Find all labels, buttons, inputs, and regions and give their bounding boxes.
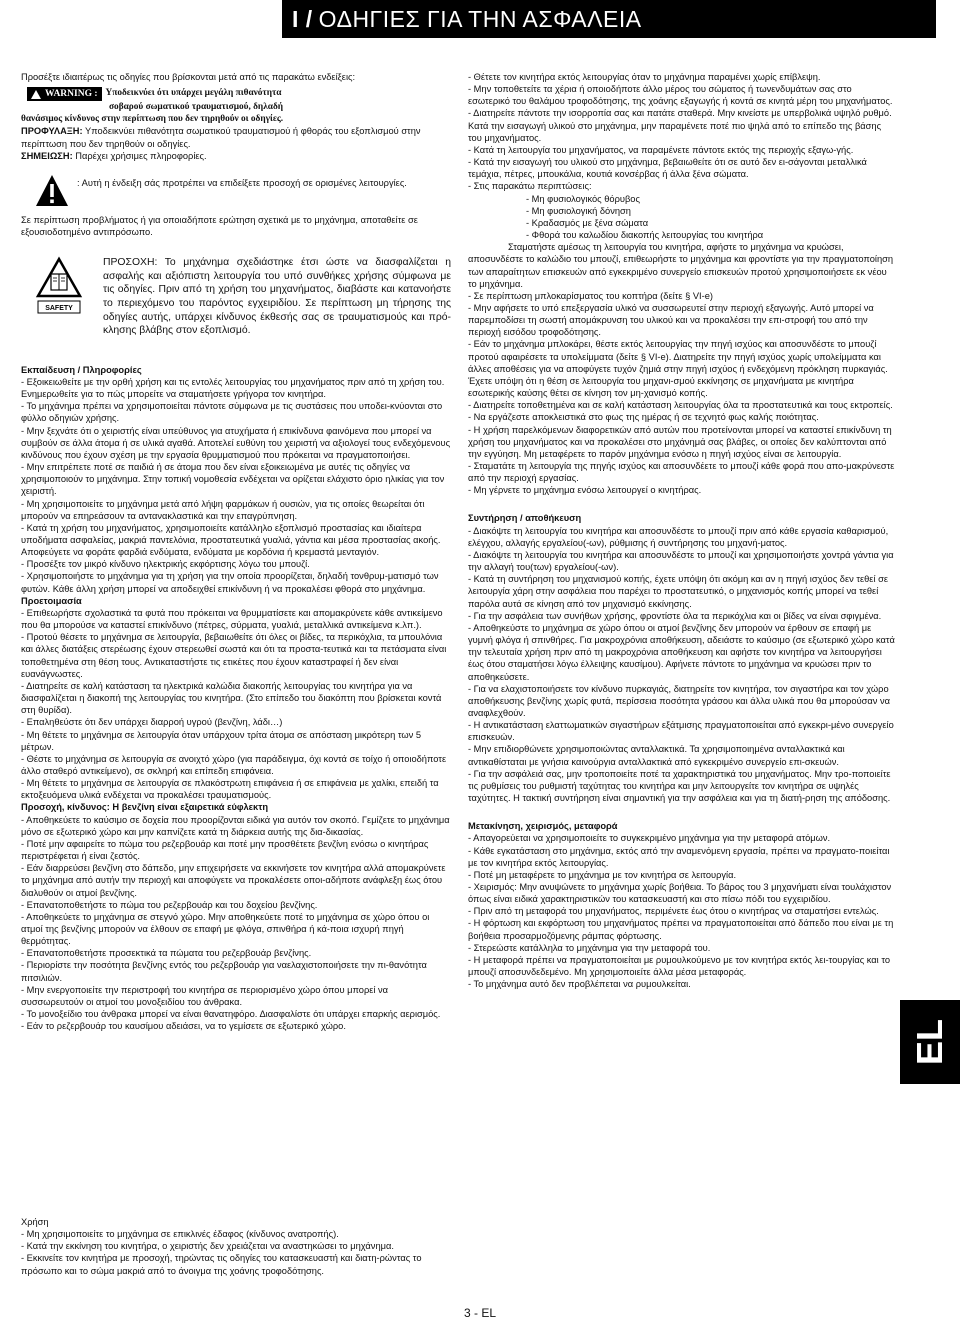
- operation-item: - Μη γέρνετε το μηχάνημα ενόσω λειτουργεί ο κινητήρας.: [468, 485, 702, 496]
- transport-list: [468, 832, 896, 990]
- operation-item: - Κατά τη λειτουργία του μηχανήματος, να παραμένετε πάντοτε εκτός της περιοχής εξαγω-γής.: [468, 144, 854, 155]
- training-item: - Προσέξτε τον μικρό κίνδυνο ηλεκτρικής εκφόρτισης λόγω του μπουζί.: [21, 559, 310, 570]
- operation-item: - Σε περίπτωση μπλοκαρίσματος του κοπτήρα (δείτε § VI-e): [468, 290, 713, 301]
- warning-triangle-icon: [31, 90, 41, 99]
- transport-item: - Απαγορεύεται να χρησιμοποιείτε το συγκεκριμένο μηχάνημα για την μεταφορά ατόμων.: [468, 833, 831, 844]
- operation-item: - Μην αφήσετε το υπό επεξεργασία υλικό να συσσωρευτεί στην περιοχή εξαγωγής. Αυτό μπορεί να παρεμποδίσει τη σωστή απομάκρυνση του υλικού και να προκαλέσει την επι-στροφή του από την περιοχή εισόδου τροφοδότησης.: [468, 302, 874, 338]
- page-header: [282, 0, 936, 38]
- training-item: - Το μηχάνημα πρέπει να χρησιμοποιείται πάντοτε σύμφωνα με τις συστάσεις που υποδει-κνύονται στο φύλλο οδηγιών χρήσης.: [21, 401, 443, 424]
- warning-line-2: σοβαρού σωματικού τραυματισμού, δηλαδή: [109, 102, 284, 113]
- operation-item: - Να εργάζεστε αποκλειστικά στο φως της ημέρας ή σε τεχνητό φως καλής ποιότητας.: [468, 412, 819, 423]
- prep-item: - Επαληθεύστε ότι δεν υπάρχει διαρροή υγρού (βενζίνη, λάδι…): [21, 717, 283, 728]
- transport-item: - Κάθε εγκατάσταση στο μηχάνημα, εκτός από την αναμενόμενη εργασία, πρέπει να πραγματο-ποιείται με τον κινητήρα εκτός λειτουργίας.: [468, 845, 890, 868]
- maintenance-item: - Διακόψτε τη λειτουργία του κινητήρα και αποσυνδέστε το μπουζί πριν από κάθε εργασία καθαρισμού, ελέγχου, αλλαγής εργαλείου(-ων), ρύθμισης ή συντήρησης του μηχανή-ματος.: [468, 525, 889, 548]
- fuel-item: - Αποθηκεύετε το μηχάνημα σε στεγνό χώρο. Μην αποθηκεύετε ποτέ το μηχάνημα σε χώρο όπου οι ατμοί της βενζίνης μπορούν να έλθουν σε επαφή με φλόγα, σπινθήρα ή κά-ποια ισχυρή πηγή θερμότητας.: [21, 911, 430, 947]
- right-column: [468, 71, 896, 990]
- operation-item: - Η χρήση παρελκόμενων διαφορετικών από αυτών που προτείνονται μπορεί να καταστεί επικίνδυνη τη χρήση του μηχανήματος και να προκαλέσει στο μηχάνημά σας βλάβες, οι οποίες δεν καλύπτονται από την εγγύηση. Μη μεταφέρετε το παρόν μηχάνημα ενόσω η πηγή ισχύος είναι σε λειτουργία.: [468, 424, 892, 459]
- fuel-list: [21, 814, 451, 1033]
- use-section: [21, 1216, 451, 1277]
- transport-title: Μετακίνηση, χειρισμός, μεταφορά: [468, 821, 618, 832]
- fuel-item: - Επανατοποθετήστε το πώμα του ρεζερβουάρ και του δοχείου βενζίνης.: [21, 899, 318, 910]
- operation-item: - Στις παρακάτω περιπτώσεις:: [468, 181, 592, 192]
- maintenance-item: - Για την ασφάλεια των συνήθων χρήσης, φροντίστε όλα τα περικόχλια και οι βίδες να είναι σφιγμένα.: [468, 610, 882, 621]
- safety-label: SAFETY: [45, 305, 73, 313]
- note-definition: [21, 150, 451, 162]
- training-item: - Εξοικειωθείτε με την ορθή χρήση και τις εντολές λειτουργίας του μηχανήματος πριν από τη χρήση του. Ενημερωθείτε για το πώς μπορείτε να σταματήσετε γρήγορα τον κινητήρα.: [21, 376, 445, 400]
- fuel-item: - Το μονοξείδιο του άνθρακα μπορεί να είναι θανατηφόρο. Διασφαλίστε ότι υπάρχει επαρκής αερισμός.: [21, 1009, 441, 1020]
- training-item: - Χρησιμοποιήστε το μηχάνημα για τη χρήση για την οποία προορίζεται, δηλαδή τονθρυμ-ματισμό των φυτών. Κάθε άλλη χρήση μπορεί να αποδειχθεί επικίνδυνη ή να προκαλέσει φθορά στο μηχάνημα.: [21, 571, 439, 594]
- prep-item: - Μη θέτετε το μηχάνημα σε λειτουργία όταν υπάρχουν τρίτα άτομα σε απόσταση μικρότερη των 5 μέτρων.: [21, 729, 422, 752]
- warning-line-1: Υποδεικνύει ότι υπάρχει μεγάλη πιθανότητα: [105, 88, 282, 99]
- maintenance-item: - Κατά τη συντήρηση του μηχανισμού κοπής, έχετε υπόψη ότι ακόμη και αν η πηγή ισχύος δεν τεθεί σε λειτουργία χάρη στην ασφάλεια που παρέχει το προστατευτικό, ο μηχανισμός κοπής μπορεί να τεθεί παρόλα αυτά σε κίνηση από τον μηχανισμό εκκίνησης.: [468, 574, 888, 609]
- language-tab-label: EL: [908, 1018, 950, 1066]
- prep-list: [21, 607, 451, 802]
- stop-text: Σταματήστε αμέσως τη λειτουργία του κινητήρα, αφήστε το μηχάνημα να κρυώσει, αποσυνδέστε το καλώδιο του μπουζί, επιθεωρήστε το μηχάνημα και φροντίστε για την πραγματοποίηση των απαραίτητων επισκευών από εγκεκριμένο συνεργείο επισκευών προτού χρησιμοποιήσετε εκ νέου το μηχάνημα.: [468, 242, 894, 289]
- fuel-item: - Εάν το ρεζερβουάρ του καυσίμου αδειάσει, να το γεμίσετε σε εξωτερικό χώρο.: [21, 1021, 346, 1032]
- maintenance-item: - Για να ελαχιστοποιήσετε τον κίνδυνο πυρκαγιάς, διατηρείτε τον κινητήρα, τον σιγαστήρα και τον χώρο αποθήκευσης βενζίνης χωρίς φυτά, περίσσεια ποσότητα γράσου και άλλα υλικά που θα μπορούσαν να αναφλεχθούν.: [468, 683, 891, 718]
- operation-list: [468, 71, 896, 193]
- fuel-item: - Αποθηκεύετε το καύσιμο σε δοχεία που προορίζονται ειδικά για αυτόν τον σκοπό. Γεμίζετε το μηχάνημα μόνο σε εξωτερικό χώρο και μην καπνίζετε κατά τη διάρκεια αυτής της δια-δικασίας.: [21, 814, 450, 837]
- safety-block: [21, 256, 451, 338]
- warning-badge-label: WARNING :: [45, 89, 98, 100]
- fuel-item: - Περιορίστε την ποσότητα βενζίνης εντός του ρεζερβουάρ για ναελαχιστοποιήσετε την πι-θανότητα πιτσιλιών.: [21, 960, 427, 983]
- transport-item: - Η μεταφορά πρέπει να πραγματοποιείται με ρυμουλκούμενο με τον κινητήρα εκτός λει-τουργίας και το μπουζί αποσυνδεδεμένο. Μη χρησιμοποιείτε άλλα μέσα μεταφοράς.: [468, 954, 891, 978]
- alert-definition: [21, 174, 451, 208]
- use-item: - Κατά την εκκίνηση του κινητήρα, ο χειριστής δεν χρειάζεται να αναστηκώσει το μηχάνημα.: [21, 1241, 394, 1252]
- transport-item: - Πριν από τη μεταφορά του μηχανήματος, περιμένετε έως ότου ο κινητήρας να σταματήσει εντελώς.: [468, 906, 879, 917]
- prep-item: - Διατηρείτε σε καλή κατάσταση τα ηλεκτρικά καλώδια διακοπής λειτουργίας του κινητήρα για να διασφαλίζεται η διακοπή της λειτουργίας του κινητήρα. (Στο επίπεδο του διακόπτη που βρίσκεται κοντά στη θυρίδα).: [21, 680, 442, 716]
- use-title: Χρήση: [21, 1217, 49, 1227]
- operation-item: - Μην τοποθετείτε τα χέρια ή οποιοδήποτε άλλο μέρος του σώματος ή τωνενδυμάτων σας στο εσωτερικό του θαλάμου τροφοδότησης, της χοάνης εξαγωγής ή κοντά σε κινητά μέρη του μηχανήματος.: [468, 84, 893, 107]
- use-item: - Εκκινείτε τον κινητήρα με προσοχή, τηρώντας τις οδηγίες του κατασκευαστή και διατη-ρώντας το πρόσωπο και το σώμα μακριά από το άνοιγμα της χοάνης τροφοδότησης.: [21, 1253, 422, 1276]
- fuel-item: - Εάν διαρρεύσει βενζίνη στο δάπεδο, μην επιχειρήσετε να εκκινήσετε τον κινητήρα αλλά απομακρύνετε το μηχάνημα από αυτήν την περιοχή και αποφύγετε να προκαλέσετε οποι-αδήποτε ανάφλεξη έως ότου διαλυθούν οι ατμοί βενζίνης.: [21, 863, 446, 898]
- cases-list: [468, 193, 896, 242]
- prep-item: - Επιθεωρήστε σχολαστικά τα φυτά που πρόκειται να θρυμματίσετε και απομακρύνετε κάθε αντικείμενο που θα μπορούσε να καταστεί επικίνδυνο (πέτρες, σύρματα, γυαλιά, μεταλλικά αντικείμενα κ.λπ.).: [21, 607, 443, 631]
- page-number: 3 - EL: [463, 1306, 496, 1320]
- case-item: - Μη φυσιολογικός θόρυβος: [526, 193, 640, 204]
- transport-item: - Ποτέ μη μεταφέρετε το μηχάνημα με τον κινητήρα σε λειτουργία.: [468, 869, 737, 880]
- transport-item: - Χειρισμός: Μην ανυψώνετε το μηχάνημα χωρίς βοήθεια. Το βάρος του 3 μηχανήματι είναι τουλάχιστον όπως είναι ειδικά χαρακτηριστικών του κατασκευαστή και στο πίσω πόδι του εγχειριδίου.: [468, 882, 892, 905]
- note-label: ΣΗΜΕΙΩΣΗ:: [21, 150, 73, 161]
- prep-item: - Προτού θέσετε το μηχάνημα σε λειτουργία, βεβαιωθείτε ότι όλες οι βίδες, τα περικόχλια, τα μπουλόνια και άλλες διατάξεις στερέωσης έχουν στερεωθεί σωστά και ότι τα προστα-τευτικά και τα πετάσματα είναι τοποθετημένα στη θέση τους. Αντικαταστήστε τις ετικέτες που έχουν καταστραφεί ή δεν είναι ευανάγνωστες.: [21, 632, 447, 679]
- caution-label: ΠΡΟΦΥΛΑΞΗ:: [21, 126, 83, 137]
- use-item: - Μη χρησιμοποιείτε το μηχάνημα σε επικλινές έδαφος (κίνδυνος ανατροπής).: [21, 1229, 339, 1240]
- problem-text: Σε περίπτωση προβλήματος ή για οποιαδήποτε ερώτηση σχετικά με το μηχάνημα, αποταθείτε σε εξουσιοδοτημένο αντιπρόσωπο.: [21, 214, 418, 238]
- caution-text: Υποδεικνύει πιθανότητα σωματικού τραυματισμού ή φθοράς του εξοπλισμού στην περίπτωση που δεν τηρηθούν οι οδηγίες.: [21, 126, 421, 149]
- warning-definition: [21, 87, 451, 101]
- transport-item: - Το μηχάνημα αυτό δεν προβλέπεται να ρυμουλκείται.: [468, 979, 691, 990]
- training-item: - Μην επιτρέπετε ποτέ σε παιδιά ή σε άτομα που δεν είναι εξοικειωμένα με αυτές τις οδηγίες να χρησιμοποιούν το μηχάνημα. Στην τοπική νομοθεσία ενδέχεται να ορίζεται ελάχιστο όριο ηλικίας για τον χειριστή.: [21, 462, 445, 497]
- case-item: - Κραδασμός με ξένα σώματα: [526, 217, 649, 228]
- caution-definition: [21, 125, 451, 149]
- fuel-title: Προσοχή, κίνδυνος: Η βενζίνη είναι εξαιρετικά εύφλεκτη: [21, 802, 269, 813]
- alert-text: : Αυτή η ένδειξη σάς προτρέπει να επιδείξετε προσοχή σε ορισμένες λειτουργίες.: [77, 177, 407, 188]
- training-item: - Μην ξεχνάτε ότι ο χειριστής είναι υπεύθυνος για ατυχήματα ή επικίνδυνα φαινόμενα που μπορεί να συμβούν σε άλλα άτομα ή σε υλικά αγαθά. Αποτελεί ευθύνη του χειριστή να αξιολογεί τους ενδεχόμενους κινδύνους που έχουν σχέση με την εργασία θρυμματισμού που πρόκειται να πραγματοποιήσει.: [21, 425, 451, 460]
- maintenance-item: - Αποθηκεύστε το μηχάνημα σε χώρο όπου οι ατμοί βενζίνης δεν μπορούν να έρθουν σε επαφή με γυμνή φλόγα ή σπινθήρες. Για μακροχρόνια αποθήκευση, αδειάστε το καύσιμο (σε εξωτερικό χώρο κατά την τελευταία χρήση πριν από τη μακροχρόνια αποθήκευση και αφήστε τον κινητήρα να λειτουργήσει έως ότου σταματήσει λόγω έλλειψης καυσίμου). Αφήνετε πάντοτε το μηχάνημα να κρυώσει πριν το αποθηκεύσετε.: [468, 622, 895, 682]
- intro-text: Προσέξτε ιδιαιτέρως τις οδηγίες που βρίσκονται μετά από τις παρακάτω ενδείξεις:: [21, 72, 356, 82]
- operation-item: - Θέτετε τον κινητήρα εκτός λειτουργίας όταν το μηχάνημα παραμένει χωρίς επίβλεψη.: [468, 72, 821, 82]
- safety-text: ΠΡΟΣΟΧΗ: Το μηχάνημα σχεδιάστηκε έτσι ώστε να διασφαλίζεται η ασφαλής και αξιόπιστη λειτουργία του υπό συνθήκες χρήσης σύμφωνα με τις οδηγίες. Πριν από τη χρήση του μηχανήματος, διαβάστε και κατανοήστε το περιεχόμενο του παρόντος εγχειριδίου. Σε περίπτωση μη τήρησης της οδηγίες αυτής, υπάρχει κίνδυνος έκθεσής σας σε τραυματισμούς και πρό-κλησης βλάβης στον εξοπλισμό.: [103, 257, 451, 337]
- operation-item: - Διατηρείτε πάντοτε την ισορροπία σας και πατάτε σταθερά. Μην κινείστε με υπερβολικά υψηλό ρυθμό. Κατά την εισαγωγή υλικού στο μηχάνημα, μην παραμένετε ποτέ πιο ψηλά από το επίπεδο της βάσης του μηχανήματος.: [468, 108, 892, 143]
- prep-item: - Θέστε το μηχάνημα σε λειτουργία σε ανοιχτό χώρο (για παράδειγμα, όχι κοντά σε τοίχο ή οποιοδήποτε άλλο σταθερό αντικείμενο), σε σκληρή και επίπεδη επιφάνεια.: [21, 753, 447, 776]
- page-title: ΟΔΗΓΙΕΣ ΓΙΑ ΤΗΝ ΑΣΦΑΛΕΙΑ: [318, 5, 642, 32]
- safety-read-manual-icon: [35, 256, 83, 316]
- transport-item: - Στερεώστε κατάλληλα το μηχάνημα για την μεταφορά του.: [468, 942, 711, 953]
- case-item: - Μη φυσιολογική δόνηση: [526, 205, 631, 216]
- operation-item: - Κατά την εισαγωγή του υλικού στο μηχάνημα, βεβαιωθείτε ότι σε αυτό δεν ει-σάγονται μεταλλικά τεμάχια, πέτρες, μπουκάλια, κουτιά κονσέρβας ή άλλα ξένα σώματα.: [468, 157, 867, 180]
- left-column: [21, 71, 451, 1032]
- maintenance-item: - Για την ασφάλειά σας, μην τροποποιείτε ποτέ τα χαρακτηριστικά του μηχανήματος. Μην τρο-ποποιείτε τις ρυθμίσεις του ρυθμιστή ταχύτητας του κινητήρα και μην λειτουργείτε τον κινητήρα σε υψηλές ταχύτητες. Η τακτική συντήρηση είναι σημαντική για την ασφάλεια και για τη διατή-ρηση της απόδοσης.: [468, 768, 891, 804]
- exclamation-triangle-icon: [35, 174, 69, 208]
- maintenance-list: [468, 525, 896, 805]
- maintenance-item: - Η αντικατάσταση ελαττωματικών σιγαστήρων εξάτμισης πραγματοποιείται από εγκεκρι-μένο συνεργείο επισκευών.: [468, 720, 894, 743]
- fuel-item: - Ποτέ μην αφαιρείτε το πώμα του ρεζερβουάρ και ποτέ μην προσθέτετε βενζίνη ενόσω ο κινητήρας περιστρέφεται ή είναι ζεστός.: [21, 838, 429, 862]
- maintenance-title: Συντήρηση / αποθήκευση: [468, 513, 582, 524]
- section-number: I /: [292, 5, 313, 32]
- transport-item: - Η φόρτωση και εκφόρτωση του μηχανήματος πρέπει να πραγματοποιείται από δάπεδο που είναι με τη βοήθεια προσαρμοζόμενης ράμπας φόρτωσης.: [468, 918, 894, 941]
- prep-item: - Μη θέτετε το μηχάνημα σε λειτουργία σε πλακόστρωτη επιφάνεια ή σε επιφάνεια με χαλίκι, επειδή τα εκτοξευόμενα υλικά ενδέχεται να προκαλέσει τραυματισμούς.: [21, 778, 439, 801]
- maintenance-item: - Διακόψτε τη λειτουργία του κινητήρα και αποσυνδέστε το μπουζί και χρησιμοποιήστε χοντρά γάντια για την αλλαγή του(των) εργαλείου(-ων).: [468, 549, 894, 573]
- operation-item: - Εάν το μηχάνημα μπλοκάρει, θέστε εκτός λειτουργίας την πηγή ισχύος και αποσυνδέστε το μπουζί προτού αφαιρέσετε τα υπολείμματα (δείτε § VI-e). Διατηρείτε την πηγή ισχύος χωρίς υπολείμματα και άλλες αποθέσεις για να αποφύγετε τυχόν ζημιά στην πηγή ισχύος ή ενδεχόμενη πρόκληση πυρκαγιάς. Έχετε υπόψη ότι η θέση σε λειτουργία του μηχανι-σμού εκκίνησης σε μηχανήματα με κινητήρα εσωτερικής καύσης θέτει σε κίνηση τον μη-χανισμό κοπής.: [468, 339, 888, 399]
- maintenance-item: - Μην επιδιορθώνετε χρησιμοποιώντας ανταλλακτικά. Τα χρησιμοποιημένα ανταλλακτικά και αντικαθίσταται με γνήσια καινούργια ανταλλακτικά από εγκεκριμένο συνεργείο επι-σκευών.: [468, 744, 845, 767]
- prep-title: Προετοιμασία: [21, 595, 82, 606]
- warning-line-3: θανάσιμος κίνδυνος στην περίπτωση που δεν τηρηθούν οι οδηγίες.: [21, 114, 284, 125]
- warning-badge: [27, 87, 102, 101]
- training-title: Εκπαίδευση / Πληροφορίες: [21, 364, 142, 375]
- operation-item: - Διατηρείτε τοποθετημένα και σε καλή κατάσταση λειτουργίας όλα τα προστατευτικά και τους εκτροπείς.: [468, 400, 893, 411]
- training-item: - Μη χρησιμοποιείτε το μηχάνημα μετά από λήψη φαρμάκων ή ουσιών, για τις οποίες θεωρείται ότι μπορούν να επηρεάσουν τα αντανακλαστικά και την επαγρύπνηση.: [21, 498, 425, 521]
- training-list: [21, 376, 451, 595]
- operation-list-2: [468, 290, 896, 497]
- operation-item: - Σταματάτε τη λειτουργία της πηγής ισχύος και αποσυνδέετε το μπουζί κάθε φορά που απο-μακρύνεστε από την περιοχή εργασίας.: [468, 461, 895, 484]
- fuel-item: - Επανατοποθετήστε προσεκτικά τα πώματα του ρεζερβουάρ βενζίνης.: [21, 948, 312, 959]
- language-tab: [900, 1000, 960, 1084]
- fuel-item: - Μην ενεργοποιείτε την περιστροφή του κινητήρα σε περιορισμένο χώρο όπου μπορεί να συσσωρευτούν οι ατμοί του μονοξειδίου του άνθρακα.: [21, 984, 389, 1007]
- note-text: Παρέχει χρήσιμες πληροφορίες.: [72, 150, 207, 161]
- case-item: - Φθορά του καλωδίου διακοπής λειτουργίας του κινητήρα: [526, 230, 764, 241]
- training-item: - Κατά τη χρήση του μηχανήματος, χρησιμοποιείτε κατάλληλο εξοπλισμό προστασίας και ιδιαίτερα υποδήματα ασφαλείας, μακριά παντελόνια, προστατευτικά γυαλιά, γάντια και μέσα προστασίας ακοής. Αποφεύγετε να φοράτε φαρδιά ενδύματα, ενδύματα με κορδόνια ή κρεμαστά μενταγιόν.: [21, 522, 441, 558]
